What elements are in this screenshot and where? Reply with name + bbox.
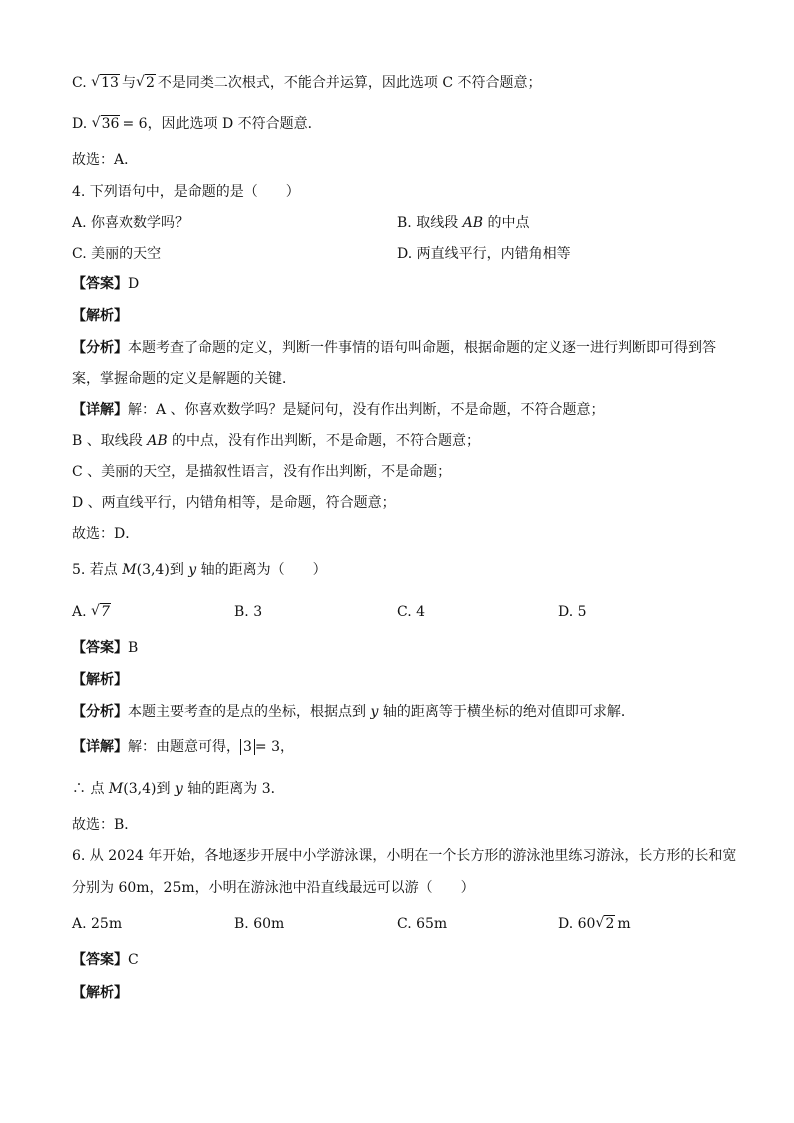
q6-stem-1: 6. 从 2024 年开始，各地逐步开展中小学游泳课，小明在一个长方形的游泳池里练习游泳，长方形的长和宽 <box>72 848 737 864</box>
q5-option-d: D. 5 <box>558 604 587 620</box>
q4-fenxi-2: 案，掌握命题的定义是解题的关键． <box>72 371 296 387</box>
q5-option-a: A. √ 7 <box>72 602 113 622</box>
q3-answer: 故选：A． <box>72 152 139 168</box>
q6-option-a: A. 25m <box>72 916 123 932</box>
q4-option-d: D. 两直线平行，内错角相等 <box>397 246 571 262</box>
q6-analysis-tag: 【解析】 <box>72 985 128 1001</box>
q4-option-b: B. 取线段 AB 的中点 <box>397 215 530 231</box>
sqrt-2: √ 2 <box>595 914 615 934</box>
q5-fenxi: 【分析】本题主要考查的是点的坐标，根据点到 y 轴的距离等于横坐标的绝对值即可求解． <box>72 704 635 720</box>
q6-option-d: D. 60√ 2 m <box>558 914 631 934</box>
absolute-value: 3 <box>240 739 255 755</box>
sqrt-7: √ 7 <box>91 602 111 622</box>
q4-stem: 4. 下列语句中，是命题的是（ ） <box>72 184 300 200</box>
q3-option-d-explanation: D. √ 36 = 6，因此选项 D 不符合题意． <box>72 114 322 134</box>
q4-xiangjie-2: B 、取线段 AB 的中点，没有作出判断，不是命题，不符合题意； <box>72 433 481 449</box>
q5-answer: 【答案】B <box>72 640 139 656</box>
q3-option-c-explanation: C. √ 13 与√ 2 不是同类二次根式，不能合并运算，因此选项 C 不符合题意； <box>72 73 542 93</box>
q6-stem-2: 分别为 60m，25m，小明在游泳池中沿直线最远可以游（ ） <box>72 880 475 896</box>
q4-fenxi-1: 【分析】本题考查了命题的定义，判断一件事情的语句叫命题，根据命题的定义逐一进行判断即可得到答 <box>72 340 716 356</box>
q5-xiangjie: 【详解】解：由题意可得， 3 = 3， <box>72 739 295 755</box>
q6-answer: 【答案】C <box>72 952 139 968</box>
q6-option-b: B. 60m <box>234 916 285 932</box>
q5-final: 故选：B． <box>72 817 139 833</box>
sqrt-36: √ 36 <box>92 114 121 134</box>
q4-final: 故选：D． <box>72 526 140 542</box>
sqrt-13: √ 13 <box>91 73 120 93</box>
sqrt-2: √ 2 <box>136 73 156 93</box>
q5-analysis-tag: 【解析】 <box>72 672 128 688</box>
q4-option-a: A. 你喜欢数学吗？ <box>72 215 190 231</box>
q6-option-c: C. 65m <box>397 916 448 932</box>
q4-analysis-tag: 【解析】 <box>72 308 128 324</box>
q5-stem: 5. 若点 M(3,4)到 y 轴的距离为（ ） <box>72 562 327 578</box>
q5-therefore: ∴ 点 M(3,4)到 y 轴的距离为 3． <box>72 781 285 797</box>
q5-option-b: B. 3 <box>234 604 263 620</box>
option-label: C. <box>72 75 87 91</box>
q4-xiangjie-4: D 、两直线平行，内错角相等，是命题，符合题意； <box>72 495 396 511</box>
q4-option-c: C. 美丽的天空 <box>72 246 162 262</box>
q4-xiangjie-1: 【详解】解：A 、你喜欢数学吗？是疑问句，没有作出判断，不是命题，不符合题意； <box>72 402 605 418</box>
q4-answer: 【答案】D <box>72 276 140 292</box>
q4-xiangjie-3: C 、美丽的天空，是描叙性语言，没有作出判断，不是命题； <box>72 464 452 480</box>
q5-option-c: C. 4 <box>397 604 426 620</box>
